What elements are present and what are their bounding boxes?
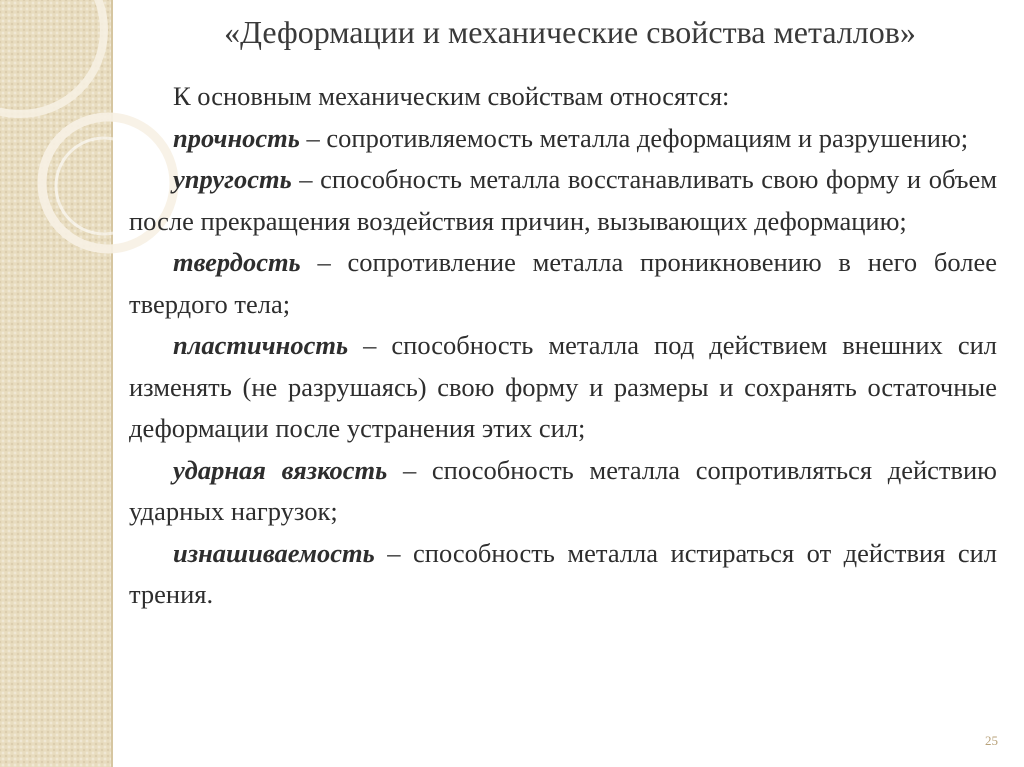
slide-body [129, 76, 997, 616]
large-ring [0, 0, 104, 114]
property-definition: – сопротивляемость металла деформациям и разрушению; [299, 122, 969, 153]
intro-text: К основным механическим свойствам относятся: [173, 81, 730, 111]
property-item-strength [129, 118, 997, 160]
property-definition: – способность металла истираться от действия сил трения. [129, 537, 997, 609]
property-definition: – способность металла восстанавливать свою форму и объем после прекращения воздействия причин, вызывающих деформацию; [129, 164, 997, 236]
property-term: твердость [173, 247, 301, 277]
property-item-plasticity [129, 325, 997, 450]
property-term: изнашиваемость [173, 537, 375, 568]
property-term: пластичность [173, 330, 349, 360]
property-definition: – способность металла под действием внешних сил изменять (не разрушаясь) свою форму и размеры и сохранять остаточные деформации после устранения этих сил; [129, 330, 997, 443]
property-term: упругость [173, 164, 292, 194]
property-term: прочность [173, 122, 300, 153]
property-definition: – сопротивление металла проникновению в него более твердого тела; [129, 247, 997, 319]
property-term: ударная вязкость [173, 454, 388, 485]
property-definition: – способность металла сопротивляться действию ударных нагрузок; [129, 454, 997, 526]
property-item-impact-toughness [129, 450, 997, 533]
property-item-elasticity [129, 159, 997, 242]
slide-title: «Деформации и механические свойства металлов» [224, 14, 916, 50]
property-item-hardness [129, 242, 997, 325]
property-item-wear [129, 533, 997, 616]
page-number: 25 [985, 733, 998, 748]
